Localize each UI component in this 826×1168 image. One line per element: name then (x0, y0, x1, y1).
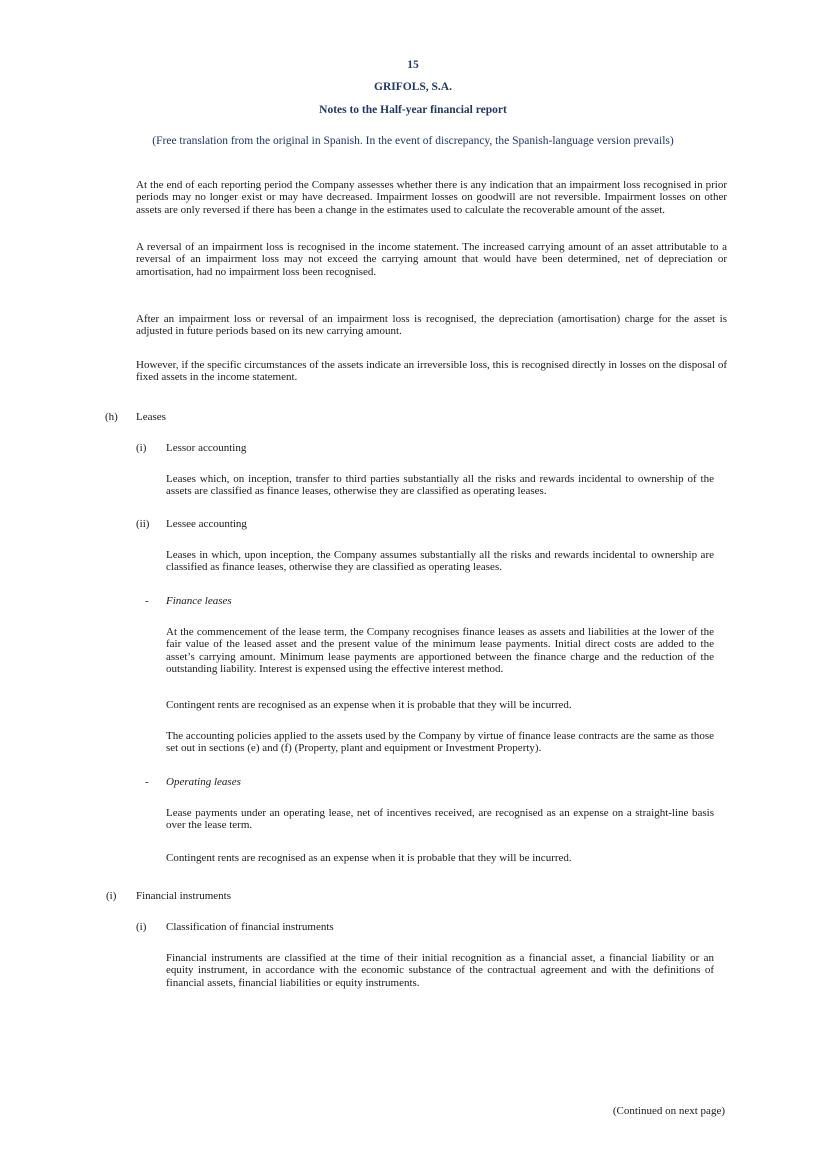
operating-leases-heading: Operating leases (166, 776, 241, 788)
operating-leases-dash: - (145, 776, 149, 788)
leases-heading: Leases (136, 411, 166, 423)
finance-leases-heading: Finance leases (166, 595, 232, 607)
lessee-marker: (ii) (136, 518, 150, 530)
finance-leases-paragraph-2: Contingent rents are recognised as an expense when it is probable that they will be incurred. (166, 699, 572, 711)
lessor-marker: (i) (136, 442, 147, 454)
classification-paragraph: Financial instruments are classified at the time of their initial recognition as a financial asset, a financial liability or an equity instrument, in accordance with the economic substance of the contractual agreement and with the definitions of financial assets, financial liabilities or equity instruments. (166, 952, 714, 989)
classification-heading: Classification of financial instruments (166, 921, 334, 933)
financial-instruments-heading: Financial instruments (136, 890, 232, 902)
impairment-paragraph-2: A reversal of an impairment loss is recognised in the income statement. The increased carrying amount of an asset attributable to a reversal of an impairment loss may not exceed the carrying amount that would have been determined, net of depreciation or amortisation, had no impairment loss been recognised. (136, 241, 727, 278)
lessor-paragraph: Leases which, on inception, transfer to third parties substantially all the risks and rewards incidental to ownership of the assets are classified as finance leases, otherwise they are classified as operating leases. (166, 473, 714, 498)
impairment-paragraph-4: However, if the specific circumstances of the assets indicate an irreversible loss, this is recognised directly in losses on the disposal of fixed assets in the income statement. (136, 359, 727, 384)
finance-leases-paragraph-1: At the commencement of the lease term, the Company recognises finance leases as assets and liabilities at the lower of the fair value of the leased asset and the present value of the minimum lease payments. Initial direct costs are added to the asset’s carrying amount. Minimum lease payments are apportioned between the finance charge and the reduction of the outstanding liability. Interest is expensed using the effective interest method. (166, 626, 714, 676)
continued-note: (Continued on next page) (612, 1105, 725, 1117)
report-title: Notes to the Half-year financial report (319, 104, 507, 116)
lessee-paragraph: Leases in which, upon inception, the Company assumes substantially all the risks and rewards incidental to ownership are classified as finance leases, otherwise they are classified as operating leases. (166, 549, 714, 574)
finance-leases-dash: - (145, 595, 149, 607)
classification-marker: (i) (136, 921, 147, 933)
financial-instruments-marker: (i) (106, 890, 117, 902)
impairment-paragraph-1: At the end of each reporting period the Company assesses whether there is any indication that an impairment loss recognised in prior periods may no longer exist or may have decreased. Impairment losses on goodwill are not reversible. Impairment losses on other assets are only reversed if there has been a change in the estimates used to calculate the recoverable amount of the asset. (136, 179, 727, 216)
impairment-paragraph-3: After an impairment loss or reversal of an impairment loss is recognised, the depreciation (amortisation) charge for the asset is adjusted in future periods based on its new carrying amount. (136, 313, 727, 338)
company-name: GRIFOLS, S.A. (374, 81, 452, 93)
lessee-heading: Lessee accounting (166, 518, 247, 530)
leases-marker: (h) (105, 411, 118, 423)
lessor-heading: Lessor accounting (166, 442, 247, 454)
translation-note: (Free translation from the original in Spanish. In the event of discrepancy, the Spanish-language version prevails) (152, 135, 674, 147)
finance-leases-paragraph-3: The accounting policies applied to the assets used by the Company by virtue of finance lease contracts are the same as those set out in sections (e) and (f) (Property, plant and equipment or Investment Property). (166, 730, 714, 755)
operating-leases-paragraph-1: Lease payments under an operating lease, net of incentives received, are recognised as an expense on a straight-line basis over the lease term. (166, 807, 714, 832)
operating-leases-paragraph-2: Contingent rents are recognised as an expense when it is probable that they will be incurred. (166, 852, 572, 864)
page-number: 15 (407, 59, 419, 71)
